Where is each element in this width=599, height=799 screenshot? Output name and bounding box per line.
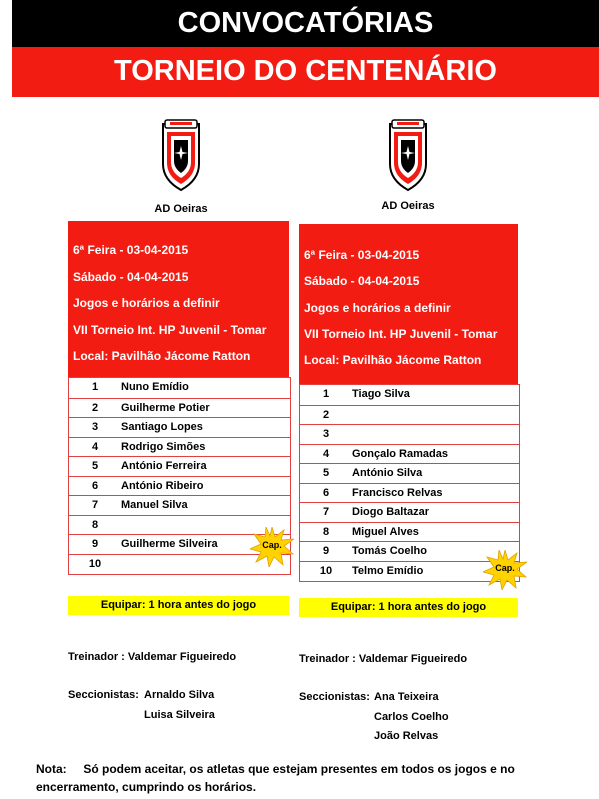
player-name: Miguel Alves bbox=[352, 525, 419, 538]
section-member: Ana Teixeira bbox=[374, 691, 439, 703]
player-number: 9 bbox=[322, 545, 330, 557]
player-number: 1 bbox=[322, 388, 330, 400]
player-name: António Ferreira bbox=[121, 460, 207, 472]
list-item bbox=[69, 417, 290, 436]
list-item bbox=[300, 385, 519, 404]
info-line: Sábado - 04-04-2015 bbox=[73, 270, 189, 284]
page-subtitle: TORNEIO DO CENTENÁRIO bbox=[12, 47, 599, 97]
info-line: VII Torneio Int. HP Juvenil - Tomar bbox=[73, 323, 267, 337]
player-number: 3 bbox=[322, 428, 330, 440]
page-title: CONVOCATÓRIAS bbox=[12, 0, 599, 47]
note-label: Nota: bbox=[36, 762, 67, 776]
player-name: Tiago Silva bbox=[352, 388, 410, 400]
section-member: Carlos Coelho bbox=[374, 711, 449, 723]
player-number: 7 bbox=[322, 506, 330, 518]
list-item bbox=[300, 463, 519, 482]
player-name: Guilherme Potier bbox=[121, 401, 210, 414]
list-item bbox=[300, 483, 519, 502]
info-line: Jogos e horários a definir bbox=[73, 296, 220, 310]
section-member: Luisa Silveira bbox=[144, 709, 215, 721]
player-number: 8 bbox=[322, 525, 330, 538]
equip-notice: Equipar: 1 hora antes do jogo bbox=[299, 598, 518, 617]
player-name: Nuno Emídio bbox=[121, 381, 189, 393]
player-name: António Silva bbox=[352, 467, 423, 479]
club-crest-icon bbox=[159, 118, 203, 192]
info-line: Jogos e horários a definir bbox=[304, 301, 451, 315]
info-line: 6ª Feira - 03-04-2015 bbox=[73, 243, 189, 257]
list-item bbox=[69, 398, 290, 417]
player-name: Gonçalo Ramadas bbox=[352, 447, 448, 460]
info-line: 6ª Feira - 03-04-2015 bbox=[304, 248, 420, 262]
info-line: Sábado - 04-04-2015 bbox=[304, 274, 420, 288]
list-item bbox=[69, 437, 290, 456]
coach-text: Treinador : Valdemar Figueiredo bbox=[299, 653, 468, 665]
list-item bbox=[300, 522, 519, 541]
club-name: AD Oeiras bbox=[381, 200, 435, 212]
player-name: Santiago Lopes bbox=[121, 421, 203, 433]
captain-badge bbox=[483, 550, 527, 590]
section-member: Arnaldo Silva bbox=[144, 689, 215, 701]
list-item bbox=[69, 456, 290, 475]
player-name: Telmo Emídio bbox=[352, 564, 424, 577]
list-item bbox=[69, 378, 290, 397]
section-label: Seccionistas: bbox=[68, 689, 139, 701]
list-item bbox=[300, 424, 519, 443]
player-number: 5 bbox=[322, 467, 330, 479]
list-item bbox=[300, 502, 519, 521]
player-number: 4 bbox=[322, 447, 330, 460]
player-number: 1 bbox=[91, 381, 99, 393]
player-name: Tomás Coelho bbox=[352, 545, 427, 557]
player-number: 8 bbox=[91, 518, 99, 531]
section-label: Seccionistas: bbox=[299, 691, 370, 703]
equip-notice: Equipar: 1 hora antes do jogo bbox=[68, 596, 289, 615]
note-text: Só podem aceitar, os atletas que estejam presentes em todos os jogos e no encerramento, cumprindo os horários. bbox=[36, 762, 515, 794]
captain-label: Cap. bbox=[495, 563, 515, 573]
club-crest-icon bbox=[386, 118, 430, 192]
match-info-box bbox=[299, 224, 518, 384]
list-item bbox=[69, 495, 290, 514]
player-name: Rodrigo Simões bbox=[121, 440, 206, 453]
player-number: 2 bbox=[322, 408, 330, 421]
info-line: Local: Pavilhão Jácome Ratton bbox=[304, 353, 482, 367]
captain-badge bbox=[250, 527, 294, 567]
section-member: João Relvas bbox=[374, 730, 439, 742]
player-number: 9 bbox=[91, 538, 99, 550]
player-number: 10 bbox=[319, 564, 333, 577]
list-item bbox=[69, 476, 290, 495]
coach-text: Treinador : Valdemar Figueiredo bbox=[68, 651, 237, 663]
info-line: Local: Pavilhão Jácome Ratton bbox=[73, 349, 251, 363]
player-number: 10 bbox=[88, 557, 102, 570]
player-number: 4 bbox=[91, 440, 99, 453]
club-name: AD Oeiras bbox=[154, 203, 208, 215]
captain-label: Cap. bbox=[262, 540, 282, 550]
player-number: 5 bbox=[91, 460, 99, 472]
player-name: António Ribeiro bbox=[121, 479, 204, 492]
match-info-box bbox=[68, 221, 289, 377]
footer-note bbox=[36, 760, 576, 796]
player-number: 2 bbox=[91, 401, 99, 414]
player-number: 7 bbox=[91, 499, 99, 511]
player-number: 6 bbox=[91, 479, 99, 492]
player-name: Manuel Silva bbox=[121, 499, 188, 511]
list-item bbox=[300, 405, 519, 424]
player-name: Diogo Baltazar bbox=[352, 506, 430, 518]
info-line: VII Torneio Int. HP Juvenil - Tomar bbox=[304, 327, 498, 341]
player-number: 6 bbox=[322, 486, 330, 499]
player-name: Francisco Relvas bbox=[352, 486, 443, 499]
player-number: 3 bbox=[91, 421, 99, 433]
player-name: Guilherme Silveira bbox=[121, 538, 218, 550]
list-item bbox=[300, 444, 519, 463]
